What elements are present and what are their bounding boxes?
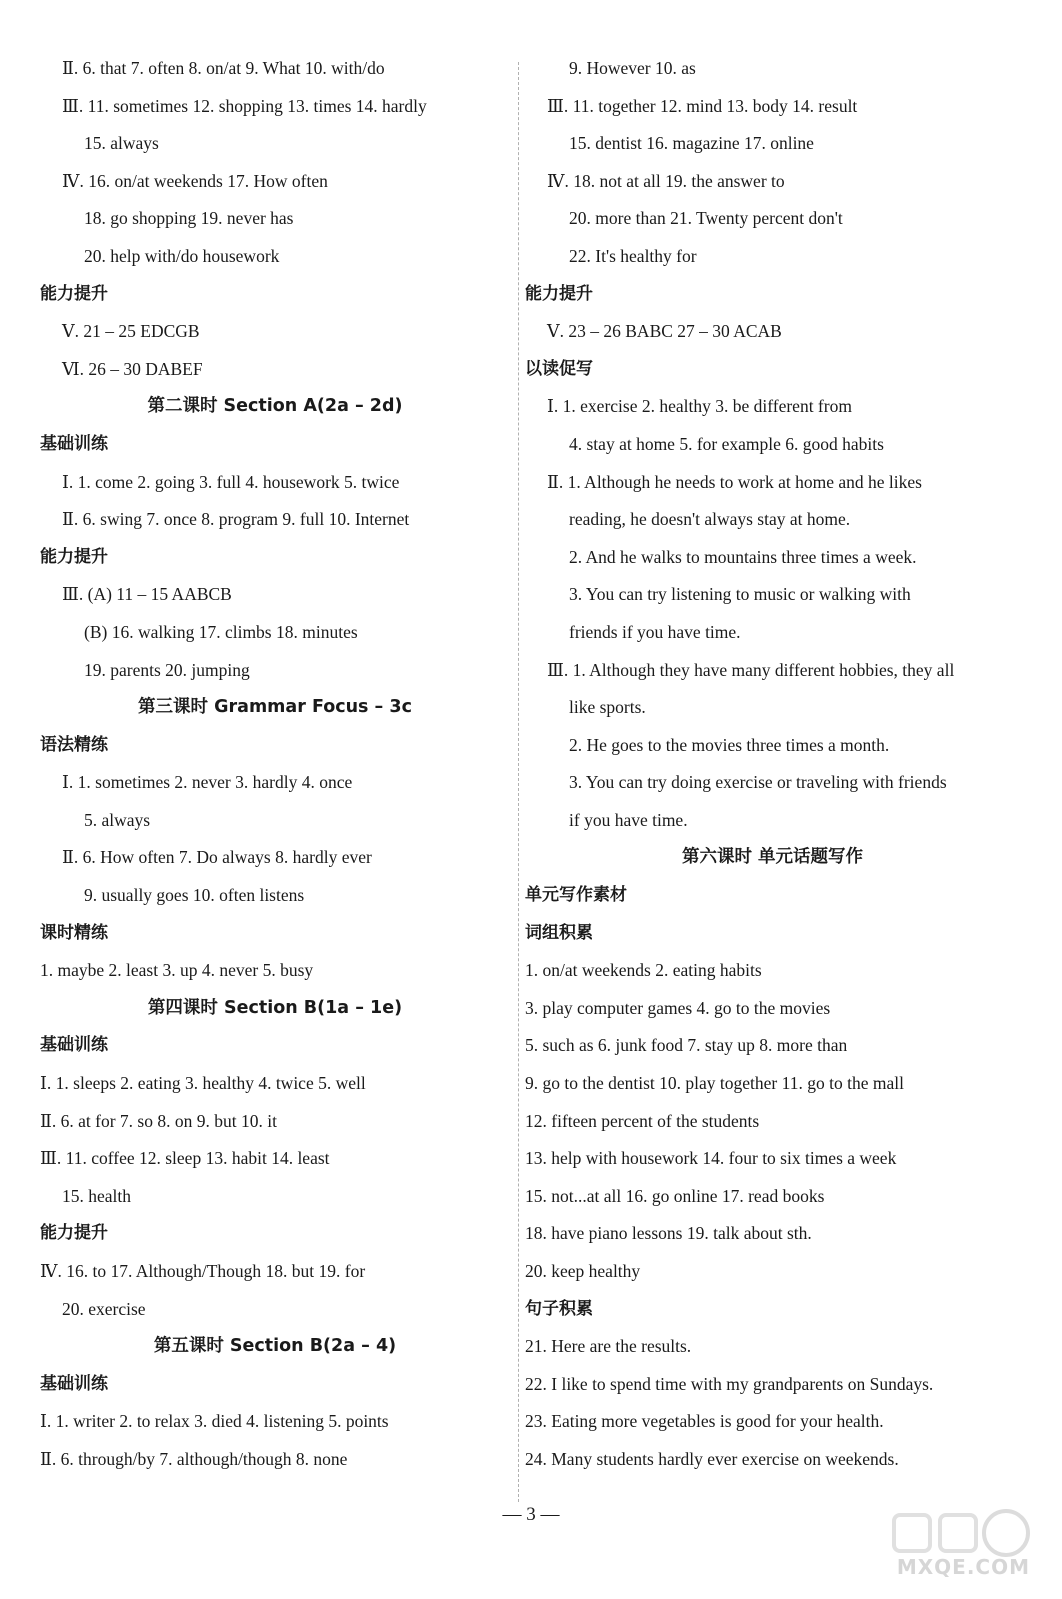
right-answer-line: 3. You can try listening to music or walking with — [569, 584, 911, 605]
right-answer-line: Ⅲ. 11. together 12. mind 13. body 14. result — [547, 95, 858, 116]
left-answer-line: Ⅲ. 11. sometimes 12. shopping 13. times 14. hardly — [62, 95, 427, 116]
left-answer-line: Ⅱ. 6. that 7. often 8. on/at 9. What 10. with/do — [62, 58, 385, 78]
left-subheading: 基础训练 — [40, 1373, 108, 1394]
right-answer-line: 3. You can try doing exercise or traveling with friends — [569, 772, 947, 793]
right-answer-line: if you have time. — [569, 809, 688, 830]
right-subheading: 单元写作素材 — [525, 885, 627, 906]
left-answer-line: (B) 16. walking 17. climbs 18. minutes — [84, 621, 358, 642]
right-answer-line: 20. more than 21. Twenty percent don't — [569, 208, 843, 229]
left-answer-line: 5. always — [84, 809, 151, 830]
right-answer-line: friends if you have time. — [569, 621, 741, 642]
right-answer-line: 9. However 10. as — [569, 58, 696, 78]
left-answer-line: Ⅰ. 1. come 2. going 3. full 4. housework 5. twice — [62, 471, 400, 492]
right-answer-line: 22. I like to spend time with my grandparents on Sundays. — [525, 1373, 934, 1394]
left-answer-line: Ⅰ. 1. sometimes 2. never 3. hardly 4. once — [62, 772, 353, 793]
left-subheading: 语法精练 — [40, 734, 108, 755]
right-answer-line: 15. dentist 16. magazine 17. online — [569, 133, 814, 154]
right-subheading: 以读促写 — [525, 358, 593, 379]
right-answer-line: Ⅱ. 1. Although he needs to work at home and he likes — [547, 471, 922, 492]
page-number: — 3 — — [502, 1504, 560, 1525]
left-answer-line: Ⅵ. 26 – 30 DABEF — [62, 358, 203, 379]
left-answer-line: Ⅳ. 16. to 17. Although/Though 18. but 19. for — [40, 1261, 366, 1281]
right-answer-line: 23. Eating more vegetables is good for your health. — [525, 1411, 884, 1432]
left-answer-line: 19. parents 20. jumping — [84, 659, 250, 680]
left-answer-line: 20. help with/do housework — [84, 245, 280, 266]
left-answer-line: Ⅲ. 11. coffee 12. sleep 13. habit 14. least — [40, 1148, 330, 1169]
right-answer-line: Ⅴ. 23 – 26 BABC 27 – 30 ACAB — [547, 321, 782, 342]
right-subheading: 能力提升 — [525, 283, 593, 304]
left-answer-line: Ⅱ. 6. through/by 7. although/though 8. none — [40, 1448, 348, 1469]
left-answer-line: Ⅱ. 6. How often 7. Do always 8. hardly ever — [62, 847, 372, 868]
right-answer-line: 2. He goes to the movies three times a month. — [569, 734, 890, 755]
left-answer-line: Ⅴ. 21 – 25 EDCGB — [62, 321, 200, 342]
left-section-title: 第二课时 Section A(2a – 2d) — [147, 396, 403, 417]
left-answer-line: 1. maybe 2. least 3. up 4. never 5. busy — [40, 960, 314, 981]
right-answer-line: Ⅰ. 1. exercise 2. healthy 3. be different from — [547, 396, 852, 417]
left-subheading: 能力提升 — [40, 283, 108, 304]
left-answer-line: Ⅰ. 1. writer 2. to relax 3. died 4. listening 5. points — [40, 1411, 389, 1432]
left-subheading: 课时精练 — [40, 922, 108, 943]
left-answer-line: Ⅱ. 6. at for 7. so 8. on 9. but 10. it — [40, 1110, 277, 1131]
left-subheading: 能力提升 — [40, 546, 108, 567]
left-subheading: 能力提升 — [40, 1223, 108, 1244]
left-answer-line: 9. usually goes 10. often listens — [84, 885, 305, 906]
right-answer-line: 18. have piano lessons 19. talk about sth. — [525, 1223, 812, 1244]
right-section-title: 第六课时 单元话题写作 — [681, 847, 864, 868]
left-answer-line: Ⅰ. 1. sleeps 2. eating 3. healthy 4. twice 5. well — [40, 1073, 366, 1094]
right-answer-line: 2. And he walks to mountains three times a week. — [569, 546, 917, 567]
right-answer-line: 15. not...at all 16. go online 17. read books — [525, 1185, 825, 1206]
left-answer-line: 15. health — [62, 1185, 132, 1206]
right-answer-line: like sports. — [569, 697, 646, 718]
right-answer-line: 1. on/at weekends 2. eating habits — [525, 960, 762, 981]
right-answer-line: 5. such as 6. junk food 7. stay up 8. more than — [525, 1035, 848, 1056]
right-answer-line: reading, he doesn't always stay at home. — [569, 509, 851, 530]
left-column — [40, 50, 510, 1479]
right-answer-line: 9. go to the dentist 10. play together 11. go to the mall — [525, 1073, 904, 1094]
right-subheading: 词组积累 — [525, 922, 593, 943]
right-answer-line: Ⅲ. 1. Although they have many different hobbies, they all — [547, 659, 955, 680]
watermark-text: MXQE.COM — [896, 1555, 1030, 1579]
left-section-title: 第三课时 Grammar Focus – 3c — [138, 697, 412, 718]
right-answer-line: Ⅳ. 18. not at all 19. the answer to — [547, 170, 785, 191]
left-section-title: 第五课时 Section B(2a – 4) — [153, 1336, 397, 1357]
right-answer-line: 13. help with housework 14. four to six times a week — [525, 1148, 897, 1169]
left-subheading: 基础训练 — [40, 433, 108, 454]
right-column — [525, 50, 1020, 1479]
right-answer-line: 21. Here are the results. — [525, 1336, 692, 1357]
right-answer-line: 24. Many students hardly ever exercise on weekends. — [525, 1448, 899, 1469]
right-subheading: 句子积累 — [525, 1298, 593, 1319]
right-answer-line: 22. It's healthy for — [569, 245, 697, 266]
right-answer-line: 3. play computer games 4. go to the movies — [525, 997, 831, 1018]
left-section-title: 第四课时 Section B(1a – 1e) — [147, 997, 403, 1018]
left-subheading: 基础训练 — [40, 1035, 108, 1056]
left-answer-line: 20. exercise — [62, 1298, 146, 1319]
left-answer-line: 15. always — [84, 133, 159, 154]
column-divider — [518, 62, 519, 1502]
left-answer-line: Ⅳ. 16. on/at weekends 17. How often — [62, 170, 328, 191]
left-answer-line: 18. go shopping 19. never has — [84, 208, 294, 229]
left-answer-line: Ⅱ. 6. swing 7. once 8. program 9. full 10. Internet — [62, 509, 410, 530]
right-answer-line: 4. stay at home 5. for example 6. good habits — [569, 433, 884, 454]
watermark-logo — [884, 1505, 1034, 1585]
right-answer-line: 12. fifteen percent of the students — [525, 1110, 760, 1131]
right-answer-line: 20. keep healthy — [525, 1261, 641, 1281]
left-answer-line: Ⅲ. (A) 11 – 15 AABCB — [62, 584, 232, 605]
